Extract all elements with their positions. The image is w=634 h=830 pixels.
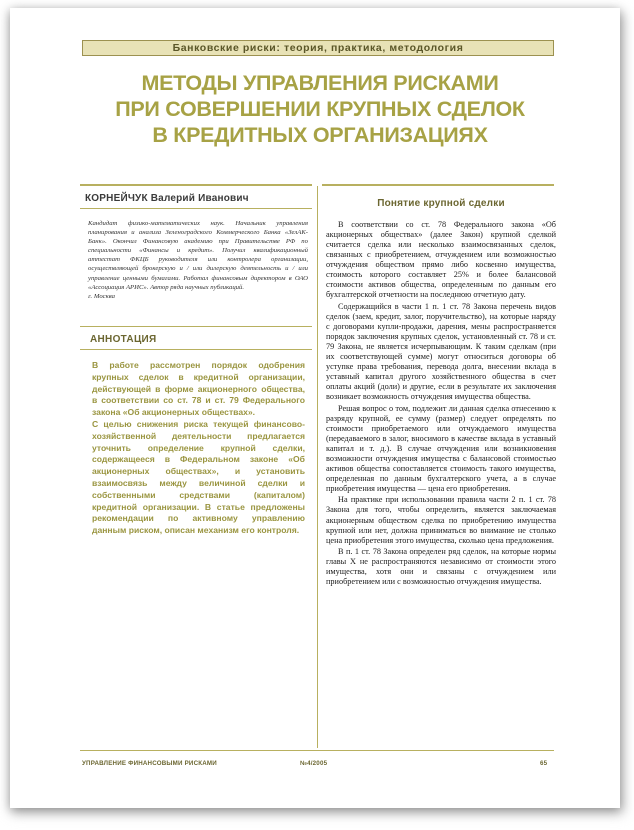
abstract-divider-top <box>80 326 312 327</box>
title-line-2: ПРИ СОВЕРШЕНИИ КРУПНЫХ СДЕЛОК <box>115 97 525 121</box>
page-number: 65 <box>540 760 548 767</box>
title-line-3: В КРЕДИТНЫХ ОРГАНИЗАЦИЯХ <box>152 123 488 147</box>
column-divider <box>317 186 318 748</box>
abstract-paragraph: В работе рассмотрен порядок одобрения крупных сделок в кредитной организации, действующей в форме акционерного общества, в соответствии со ст. 78 и ст. 79 Федерального закона «Об акционерных обществах». <box>92 360 305 418</box>
section-body <box>326 220 556 589</box>
abstract-divider-bottom <box>80 349 312 350</box>
footer-divider <box>80 750 554 751</box>
body-paragraph: Содержащийся в части 1 п. 1 ст. 78 Закона перечень видов сделок (заем, кредит, залог, поручительство), на которые наряду с договорами купли-продажи, дарения, мены распространяется порядок заключения крупных сделок, установленный ст. 78 и ст. 79 Закона, не является исчерпывающим. К таким сделкам (при их соответствующей сумме) могут относиться договоры об уступке права требования, перевода долга, внесении вклада в уставный капитал другого хозяйственного общества в счет оплаты акций (доли) и другие, если в результате их заключения возникает возможность отчуждения имущества общества. <box>326 301 556 402</box>
author-city: г. Москва <box>88 292 115 300</box>
top-divider-right <box>322 184 554 186</box>
footer-journal: УПРАВЛЕНИЕ ФИНАНСОВЫМИ РИСКАМИ <box>82 760 217 767</box>
abstract-body <box>92 360 305 537</box>
author-name: КОРНЕЙЧУК Валерий Иванович <box>85 193 249 204</box>
section-heading: Понятие крупной сделки <box>377 198 505 209</box>
abstract-heading: АННОТАЦИЯ <box>90 334 157 345</box>
author-divider <box>80 208 312 209</box>
body-paragraph: На практике при использовании правила части 2 п. 1 ст. 78 Закона для того, чтобы определить, является заключаемая акционерным обществом сделка по приобретению имущества крупной или нет, должна приниматься во внимание не столько цена приобретения этого имущества, сколько цена предложения. <box>326 495 556 545</box>
title-line-1: МЕТОДЫ УПРАВЛЕНИЯ РИСКАМИ <box>141 71 499 95</box>
abstract-paragraph: С целью снижения риска текущей финансово-хозяйственной деятельности предлагается уточнить определение крупной сделки, содержащееся в Федеральном законе «Об акционерных обществах», и установить взаимосвязь между величиной сделки и собственными средствами (капиталом) кредитной организации. В статье предложены рекомендации по активному управлению данным риском, описан механизм его контроля. <box>92 418 305 536</box>
article-title <box>70 70 570 148</box>
author-bio <box>88 219 308 301</box>
body-paragraph: Решая вопрос о том, подлежит ли данная сделка отнесению к разряду крупной, ее сумму (размер) следует определять по стоимости приобретаемого или отчуждаемого имущества (передаваемого в залог, вносимого в качестве вклада в уставный капитал и т. д.). В случае отчуждения или возникновения возможности отчуждения имущества с балансовой стоимостью активов общества сопоставляется стоимость такого имущества, определенная по данным бухгалтерского учета, а в случае приобретения имущества — цена его приобретения. <box>326 403 556 493</box>
body-paragraph: В соответствии со ст. 78 Федерального закона «Об акционерных обществах» (далее Закон) крупной сделкой считается сделка или несколько взаимосвязанных сделок, связанных с приобретением, отчуждением или возможностью отчуждения обществом прямо либо косвенно имущества, стоимость которого составляет 25% и более балансовой стоимости активов общества, определенным по данным его бухгалтерской отчетности на последнюю отчетную дату. <box>326 220 556 300</box>
body-paragraph: В п. 1 ст. 78 Закона определен ряд сделок, на которые нормы главы X не распространяются независимо от стоимости этого имущества, хотя они и связаны с отчуждением или приобретением или с возможностью отчуждения имущества. <box>326 547 556 587</box>
journal-banner: Банковские риски: теория, практика, методология <box>82 40 554 56</box>
author-bio-text: Кандидат физико-математических наук. Начальник управления планирования и анализа Зеленоградского Коммерческого Банка «ЗелАК-Банк». Окончил Финансовую академию при Правительстве РФ по специальности «Финансы и кредит». Получил квалификационный аттестат ФКЦБ руководителя или контролера организации, осуществляющей брокерскую и / или дилерскую деятельность и / или управление ценными бумагами. Работал финансовым директором в ОАО «Ассоциация АРИС». Автор ряда научных публикаций. <box>88 220 308 291</box>
document-page <box>10 8 620 808</box>
footer-issue: №4/2005 <box>300 760 328 767</box>
top-divider-left <box>80 184 312 186</box>
